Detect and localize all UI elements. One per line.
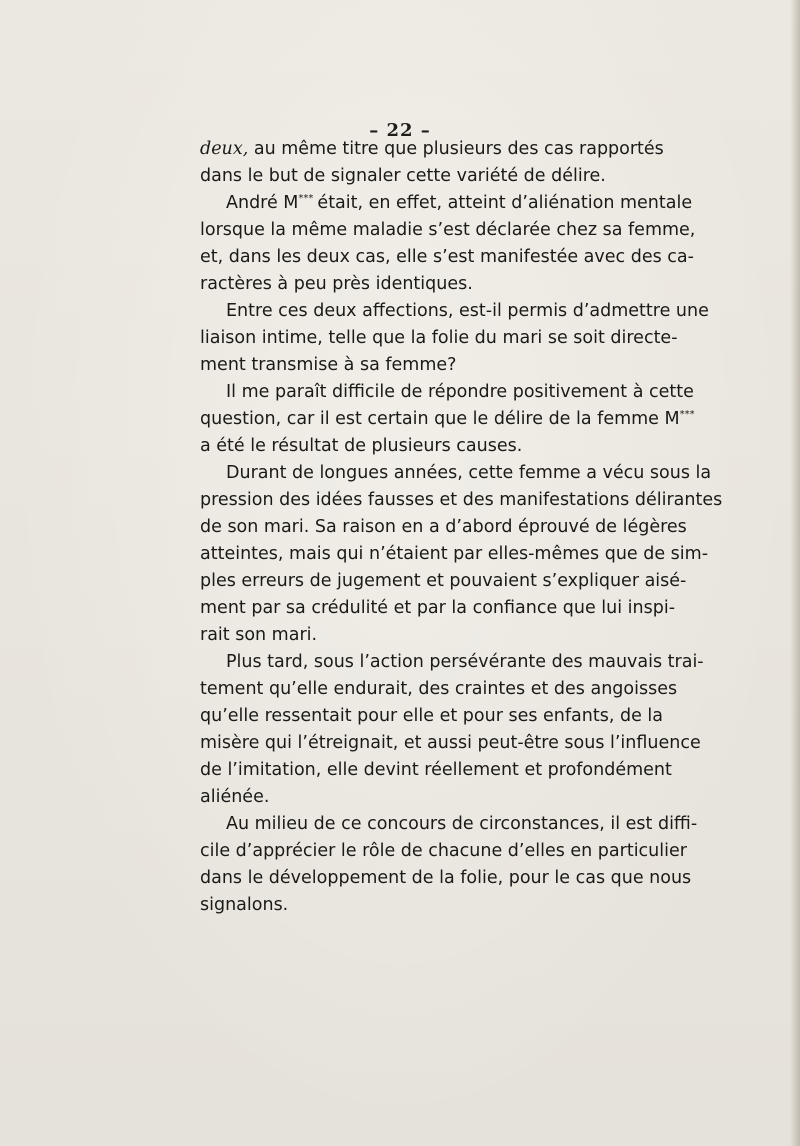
text-line: Entre ces deux affections, est-il permis d’admettre une	[226, 301, 709, 321]
text-line: Durant de longues années, cette femme a vécu sous la	[226, 463, 712, 483]
text-line	[200, 406, 695, 433]
text-span: au même titre que plusieurs des cas rapportés	[253, 139, 664, 159]
text-line	[200, 190, 693, 217]
text-italic-word: deux,	[200, 139, 249, 159]
text-line: ment par sa crédulité et par la confiance que lui inspi-	[200, 598, 676, 618]
text-line: signalons.	[200, 895, 289, 915]
text-line: dans le but de signaler cette variété de délire.	[200, 166, 606, 186]
text-line: dans le développement de la folie, pour le cas que nous	[200, 868, 692, 888]
text-line: Il me paraît difficile de répondre positivement à cette	[226, 382, 694, 402]
superscript-asterisks: ***	[679, 409, 695, 421]
text-line: qu’elle ressentait pour elle et pour ses enfants, de la	[200, 706, 663, 726]
text-span: question, car il est certain que le délire de la femme M	[200, 409, 680, 429]
page-edge-shadow	[790, 0, 800, 1146]
text-line: liaison intime, telle que la folie du mari se soit directe-	[200, 328, 678, 348]
text-line: de son mari. Sa raison en a d’abord éprouvé de légères	[200, 517, 687, 537]
page-number: – 22 –	[369, 120, 431, 141]
text-line: et, dans les deux cas, elle s’est manifestée avec des ca-	[200, 247, 694, 267]
text-line: tement qu’elle endurait, des craintes et des angoisses	[200, 679, 678, 699]
text-line: atteintes, mais qui n’étaient par elles-mêmes que de sim-	[200, 544, 709, 564]
text-line: Au milieu de ce concours de circonstances, il est diffi-	[226, 814, 698, 834]
body-text	[200, 136, 723, 919]
text-line	[200, 136, 682, 163]
text-line: ment transmise à sa femme?	[200, 355, 457, 375]
text-span: André M	[226, 193, 299, 213]
text-line: pression des idées fausses et des manifestations délirantes	[200, 490, 723, 510]
superscript-asterisks: ***	[298, 193, 314, 205]
text-line: aliénée.	[200, 787, 270, 807]
text-line: ples erreurs de jugement et pouvaient s’expliquer aisé-	[200, 571, 687, 591]
text-line: lorsque la même maladie s’est déclarée chez sa femme,	[200, 220, 696, 240]
text-line: a été le résultat de plusieurs causes.	[200, 436, 523, 456]
text-line: cile d’apprécier le rôle de chacune d’elles en particulier	[200, 841, 687, 861]
text-line: de l’imitation, elle devint réellement et profondément	[200, 760, 672, 780]
text-line: Plus tard, sous l’action persévérante des mauvais trai-	[226, 652, 704, 672]
text-line: misère qui l’étreignait, et aussi peut-être sous l’influence	[200, 733, 701, 753]
text-line: ractères à peu près identiques.	[200, 274, 473, 294]
text-line: rait son mari.	[200, 625, 318, 645]
text-span: était, en effet, atteint d’aliénation mentale	[317, 193, 693, 213]
